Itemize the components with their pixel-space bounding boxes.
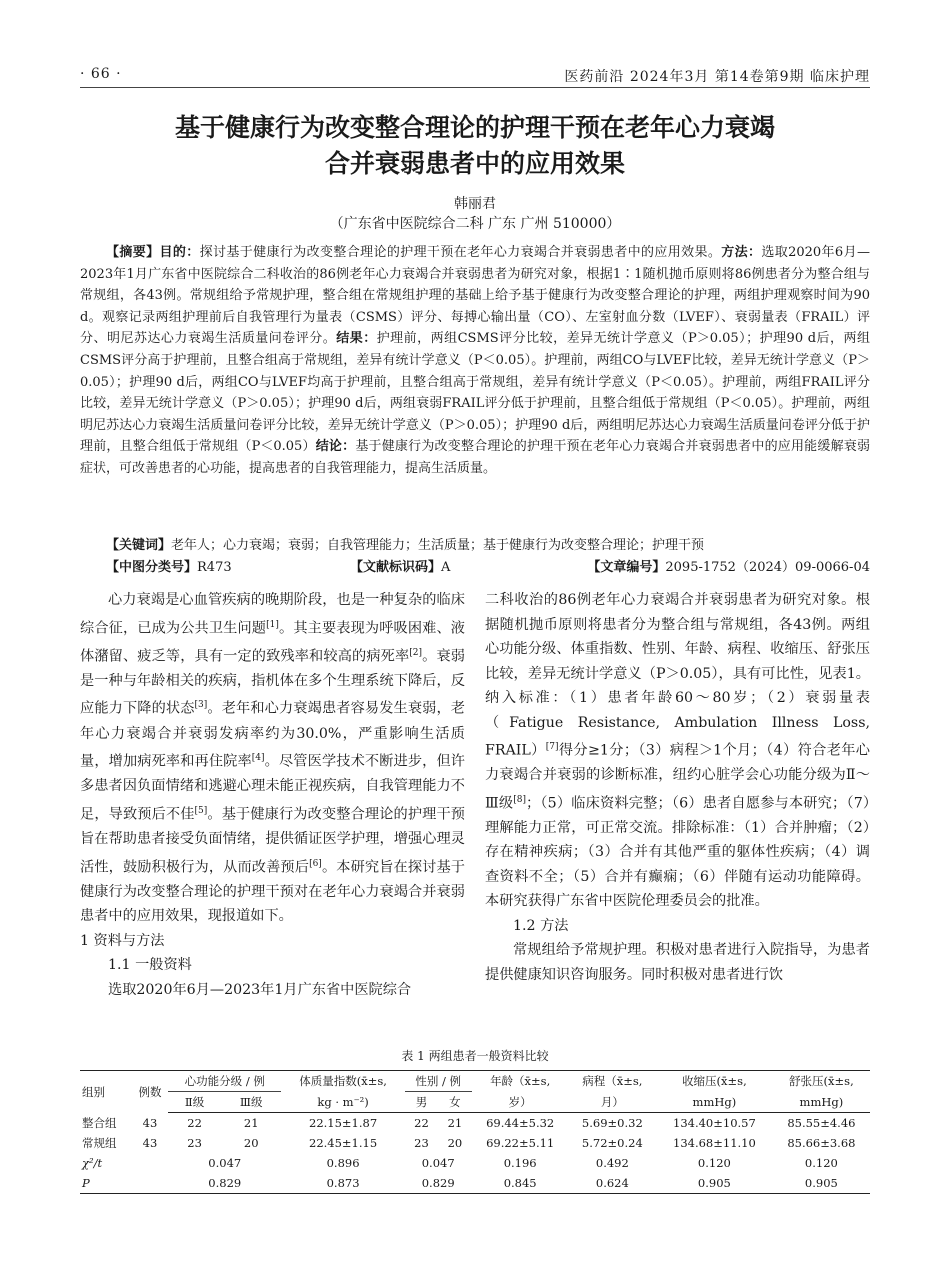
- doc-code: 【文献标识码】A: [350, 560, 451, 575]
- table-row: 常规组 43 23 20 22.45±1.15 23 20 69.22±5.11 5.72±0.24 134.68±11.10 85.66±3.68: [82, 1136, 856, 1150]
- col-sbp: 收缩压(x̄±s,: [656, 1071, 773, 1092]
- objective-text: 探讨基于健康行为改变整合理论的护理干预在老年心力衰竭合并衰弱患者中的应用效果。: [199, 245, 722, 260]
- section-heading-1-1: 1.1 一般资料: [108, 957, 192, 974]
- table-row: 整合组 43 22 21 22.15±1.87 22 21 69.44±5.32 5.69±0.32 134.40±10.57 85.55±4.46: [82, 1115, 856, 1130]
- section-heading-1-2: 1.2 方法: [513, 917, 569, 934]
- results-text: 护理前，两组CSMS评分比较，差异无统计学意义（P＞0.05）；护理90 d后，两组CSMS评分高于护理前，且整合组高于常规组，差异有统计学意义（P＜0.05）。护理前，两组CO与LVEF比较，差异无统计学意义（P＞0.05）；护理90 d后，两组CO与LVEF均高于护理前，且整合组高于常规组，差异有统计学意义（P＜0.05）。护理前，两组FRAIL评分比较，差异无统计学意义（P＞0.05）；护理90 d后，两组衰弱FRAIL评分低于护理前，且整合组低于常规组（P＜0.05）。护理前，两组明尼苏达心力衰竭生活质量问卷评分比较，差异无统计学意义（P＞0.05）；护理90 d后，两组明尼苏达心力衰竭生活质量问卷评分低于护理前，且整合组低于常规组（P＜0.05）: [80, 331, 870, 455]
- col-sex: 性别 / 例: [405, 1071, 472, 1092]
- section-heading-1: 1 资料与方法: [80, 932, 165, 949]
- col-func-3: Ⅲ级: [221, 1092, 281, 1113]
- left-column: [80, 588, 465, 1002]
- table-caption: 表 1 两组患者一般资料比较: [401, 1049, 549, 1063]
- keywords-label: 【关键词】: [106, 538, 172, 553]
- general-data-continued: 二科收治的86例老年心力衰竭合并衰弱患者为研究对象。根据随机抛币原则将患者分为整合组与常规组，各43例。两组心功能分级、体重指数、性别、年龄、病程、收缩压、舒张压比较，差异无统计学意义（P＞0.05），具有可比性，见表1。纳入标准：（1）患者年龄60～80岁；（2）衰弱量表（Fatigue Resistance, Ambulation Illness Loss, FRAIL）[7]得分≥1分；（3）病程＞1个月；（4）符合老年心力衰竭合并衰弱的诊断标准，纽约心脏学会心功能分级为Ⅱ～Ⅲ级[8]；（5）临床资料完整；（6）患者自愿参与本研究；（7）理解能力正常，可正常交流。排除标准：（1）合并肿瘤；（2）存在精神疾病；（3）合并有其他严重的躯体性疾病；（4）调查资料不全；（5）合并有癫痫；（6）伴随有运动功能障碍。本研究获得广东省中医院伦理委员会的批准。: [485, 592, 870, 910]
- title-line-1: 基于健康行为改变整合理论的护理干预在老年心力衰竭: [174, 113, 775, 142]
- col-dbp: 舒张压(x̄±s,: [773, 1071, 870, 1092]
- col-func: 心功能分级 / 例: [168, 1071, 281, 1092]
- col-func-2: Ⅱ级: [168, 1092, 221, 1113]
- page-number: · 66 ·: [80, 66, 122, 82]
- title-line-2: 合并衰弱患者中的应用效果: [324, 149, 625, 178]
- col-group: 组别: [80, 1071, 132, 1113]
- table-row-p: P 0.829 0.873 0.829 0.845 0.624 0.905 0.905: [80, 1173, 870, 1194]
- col-n: 例数: [132, 1071, 168, 1113]
- abstract-label: 【摘要】: [106, 245, 160, 260]
- results-label: 结果：: [336, 331, 377, 347]
- conclusion-label: 结论：: [315, 439, 356, 455]
- col-age-unit: 岁）: [472, 1092, 569, 1113]
- abstract: [80, 242, 870, 480]
- keywords-text: 老年人；心力衰竭；衰弱；自我管理能力；生活质量；基于健康行为改变整合理论；护理干预: [171, 538, 705, 553]
- col-dbp-unit: mmHg): [773, 1092, 870, 1113]
- author: 韩丽君: [454, 196, 496, 212]
- methods-label: 方法：: [721, 245, 762, 260]
- table-general-data: [80, 1070, 870, 1194]
- right-column: [485, 588, 870, 987]
- col-bmi-unit: kg · m⁻²): [281, 1092, 404, 1113]
- conclusion-text: 基于健康行为改变整合理论的护理干预在老年心力衰竭合并衰弱患者中的应用能缓解衰弱症状，可改善患者的心功能，提高患者的自我管理能力，提高生活质量。: [80, 439, 870, 476]
- journal-info: 医药前沿 2024年3月 第14卷第9期 临床护理: [564, 69, 870, 85]
- methods-text: 选取2020年6月—2023年1月广东省中医院综合二科收治的86例老年心力衰竭合并衰弱患者为研究对象，根据1∶1随机抛币原则将86例患者分为整合组与常规组，各43例。常规组给予常规护理，整合组在常规组护理的基础上给予基于健康行为改变整合理论的护理，两组护理观察时间为90 d。观察记录两组护理前后自我管理行为量表（CSMS）评分、每搏心输出量（CO）、左室射血分数（LVEF）、衰弱量表（FRAIL）评分、明尼苏达心力衰竭生活质量问卷评分。: [80, 245, 870, 347]
- table-row-stat: χ²/t 0.047 0.896 0.047 0.196 0.492 0.120 0.120: [82, 1156, 838, 1170]
- col-course: 病程（x̄±s,: [569, 1071, 656, 1092]
- methods-paragraph: 常规组给予常规护理。积极对患者进行入院指导，为患者提供健康知识咨询服务。同时积极对患者进行饮: [485, 942, 870, 983]
- article-number: 【文章编号】2095-1752（2024）09-0066-04: [587, 560, 870, 575]
- col-age: 年龄（x̄±s,: [472, 1071, 569, 1092]
- col-female: 女: [438, 1092, 471, 1113]
- intro-paragraph: 心力衰竭是心血管疾病的晚期阶段，也是一种复杂的临床综合征，已成为公共卫生问题[1]。其主要表现为呼吸困难、液体潴留、疲乏等，具有一定的致残率和较高的病死率[2]。衰弱是一种与年龄相关的疾病，指机体在多个生理系统下降后，反应能力下降的状态[3]。老年和心力衰竭患者容易发生衰弱，老年心力衰竭合并衰弱发病率约为30.0%，严重影响生活质量，增加病死率和再住院率[4]。尽管医学技术不断进步，但许多患者因负面情绪和逃避心理未能正视疾病，自我管理能力不足，导致预后不佳[5]。基于健康行为改变整合理论的护理干预旨在帮助患者接受负面情绪，提供循证医学护理，增强心理灵活性，鼓励积极行为，从而改善预后[6]。本研究旨在探讨基于健康行为改变整合理论的护理干预对在老年心力衰竭合并衰弱患者中的应用效果，现报道如下。: [80, 592, 465, 925]
- classification-line: [80, 556, 870, 576]
- affiliation: （广东省中医院综合二科 广东 广州 510000）: [329, 216, 621, 232]
- keywords: [80, 534, 870, 553]
- col-course-unit: 月）: [569, 1092, 656, 1113]
- header-rule: [80, 87, 870, 88]
- col-sbp-unit: mmHg): [656, 1092, 773, 1113]
- running-header: [80, 60, 870, 88]
- general-data-paragraph: 选取2020年6月—2023年1月广东省中医院综合: [108, 981, 412, 998]
- objective-label: 目的：: [159, 245, 200, 260]
- col-male: 男: [405, 1092, 438, 1113]
- col-bmi: 体质量指数(x̄±s,: [281, 1071, 404, 1092]
- article-title: [80, 110, 870, 182]
- clc-code: 【中图分类号】R473: [106, 560, 232, 575]
